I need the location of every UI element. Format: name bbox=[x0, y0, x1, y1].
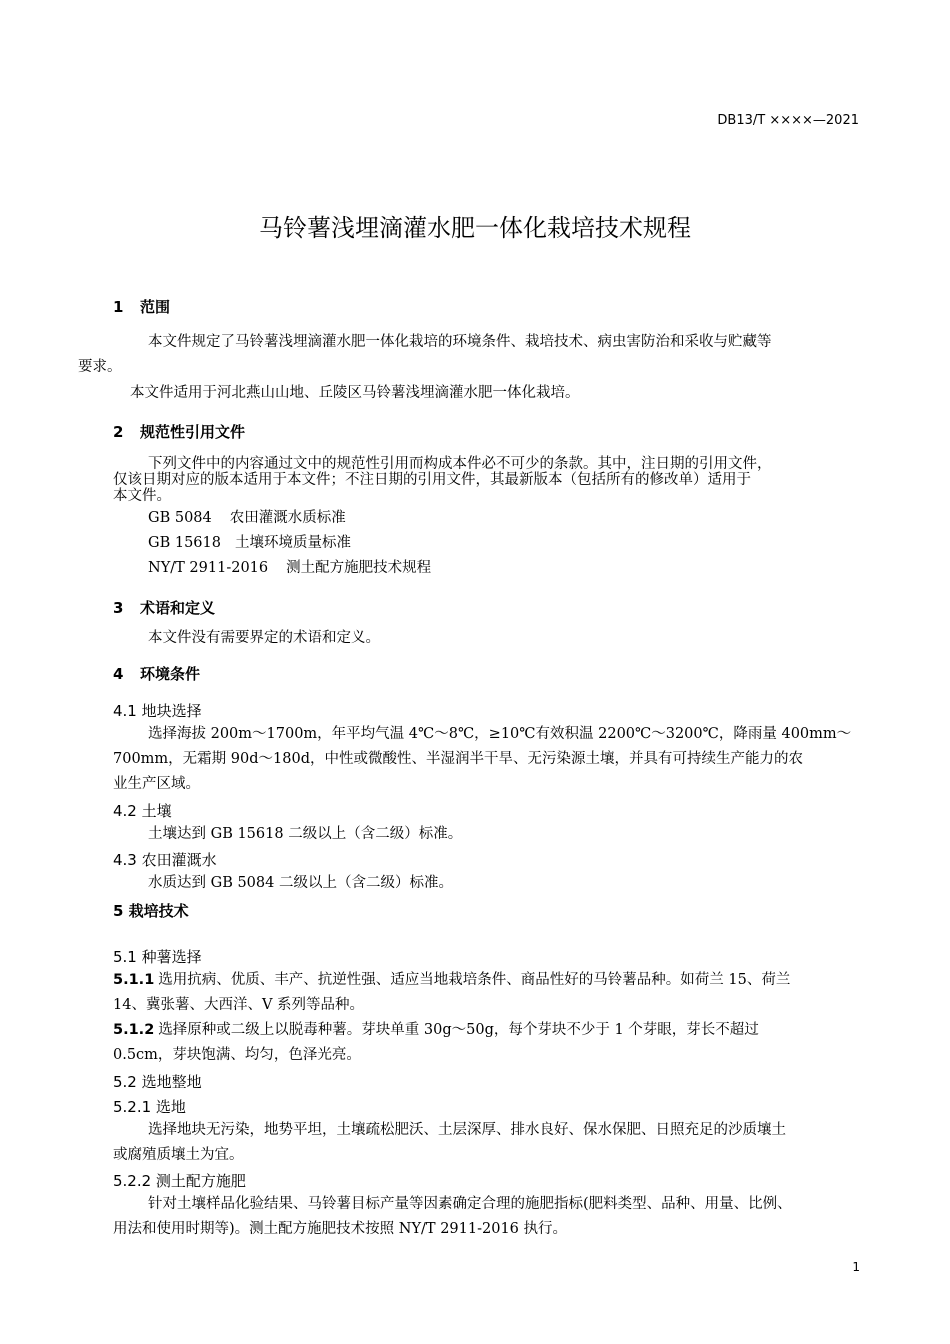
document-code: DB13/T ××××—2021 bbox=[717, 113, 859, 128]
text-line: 或腐殖质壤土为宜。 bbox=[113, 1147, 244, 1163]
section-title: 范围 bbox=[140, 298, 171, 316]
page-title: 马铃薯浅埋滴灌水肥一体化栽培技术规程 bbox=[259, 214, 691, 242]
clause-number: 5.1.2 bbox=[113, 1022, 155, 1038]
subsection-4-2-text: 土壤达到 GB 15618 二级以上（含二级）标准。 bbox=[148, 826, 463, 842]
section-5-heading: 5 栽培技术 bbox=[113, 902, 189, 920]
text-line: 下列文件中的内容通过文中的规范性引用而构成本件必不可少的条款。其中，注日期的引用文件， bbox=[148, 456, 772, 472]
clause-5-2-1-heading: 5.2.1 选地 bbox=[113, 1098, 186, 1116]
reference-name: 土壤环境质量标准 bbox=[234, 535, 351, 551]
section-2-heading bbox=[113, 421, 245, 442]
text-line: 针对土壤样品化验结果、马铃薯目标产量等因素确定合理的施肥指标(肥料类型、品种、用量、比例、 bbox=[148, 1196, 792, 1212]
text-line: 业生产区域。 bbox=[113, 776, 200, 792]
reference-item bbox=[148, 506, 346, 531]
text-line: 本文件规定了马铃薯浅埋滴灌水肥一体化栽培的环境条件、栽培技术、病虫害防治和采收与贮藏等 bbox=[148, 334, 772, 350]
text-line: 0.5cm，芽块饱满、均匀，色泽光亮。 bbox=[113, 1047, 361, 1063]
section-3-heading bbox=[113, 597, 215, 618]
text-line: 用法和使用时期等)。测土配方施肥技术按照 NY/T 2911-2016 执行。 bbox=[113, 1221, 568, 1237]
section-title: 术语和定义 bbox=[140, 599, 216, 617]
subsection-4-2-heading: 4.2 土壤 bbox=[113, 802, 172, 820]
page-number: 1 bbox=[852, 1260, 860, 1274]
reference-code: NY/T 2911-2016 bbox=[148, 560, 269, 576]
section-number: 2 bbox=[113, 423, 124, 441]
section-3-paragraph: 本文件没有需要界定的术语和定义。 bbox=[148, 630, 380, 646]
subsection-4-1-heading: 4.1 地块选择 bbox=[113, 702, 202, 720]
section-1-heading bbox=[113, 296, 170, 317]
clause-number: 5.1.1 bbox=[113, 972, 155, 988]
text-line: 本文件。 bbox=[113, 488, 171, 504]
reference-code: GB 15618 bbox=[148, 535, 221, 551]
section-number: 1 bbox=[113, 298, 124, 316]
section-number: 4 bbox=[113, 665, 124, 683]
text-line: 14、冀张薯、大西洋、V 系列等品种。 bbox=[113, 997, 365, 1013]
reference-item bbox=[148, 556, 431, 581]
text-line: 选用抗病、优质、丰产、抗逆性强、适应当地栽培条件、商品性好的马铃薯品种。如荷兰 15、荷兰 bbox=[158, 972, 791, 988]
text-line: 仅该日期对应的版本适用于本文件；不注日期的引用文件，其最新版本（包括所有的修改单）适用于 bbox=[113, 472, 751, 488]
text-line: 选择地块无污染，地势平坦，土壤疏松肥沃、土层深厚、排水良好、保水保肥、日照充足的沙质壤土 bbox=[148, 1122, 786, 1138]
section-1-paragraph-1 bbox=[78, 330, 873, 379]
section-title: 规范性引用文件 bbox=[140, 423, 246, 441]
reference-item bbox=[148, 531, 351, 556]
subsection-5-2-heading: 5.2 选地整地 bbox=[113, 1073, 202, 1091]
subsection-5-1-heading: 5.1 种薯选择 bbox=[113, 948, 202, 966]
text-line: 选择原种或二级上以脱毒种薯。芽块单重 30g～50g，每个芽块不少于 1 个芽眼，芽长不超过 bbox=[158, 1022, 759, 1038]
clause-5-2-2-heading: 5.2.2 测土配方施肥 bbox=[113, 1172, 246, 1190]
section-1-paragraph-2: 本文件适用于河北燕山山地、丘陵区马铃薯浅埋滴灌水肥一体化栽培。 bbox=[130, 385, 580, 401]
text-line: 要求。 bbox=[78, 358, 122, 375]
text-line: 选择海拔 200m～1700m，年平均气温 4℃～8℃，≥10℃有效积温 2200℃～3200℃，降雨量 400mm～ bbox=[148, 726, 852, 742]
section-title: 环境条件 bbox=[140, 665, 201, 683]
reference-name: 农田灌溉水质标准 bbox=[229, 510, 346, 526]
section-4-heading bbox=[113, 663, 200, 684]
text-line: 700mm，无霜期 90d～180d，中性或微酸性、半湿润半干旱、无污染源土壤，并具有可持续生产能力的农 bbox=[113, 751, 803, 767]
clause-5-1-1 bbox=[113, 968, 790, 993]
clause-5-1-2 bbox=[113, 1018, 759, 1043]
reference-code: GB 5084 bbox=[148, 510, 212, 526]
section-number: 3 bbox=[113, 599, 124, 617]
subsection-4-3-text: 水质达到 GB 5084 二级以上（含二级）标准。 bbox=[148, 875, 453, 891]
reference-name: 测土配方施肥技术规程 bbox=[286, 560, 432, 576]
subsection-4-3-heading: 4.3 农田灌溉水 bbox=[113, 851, 217, 869]
